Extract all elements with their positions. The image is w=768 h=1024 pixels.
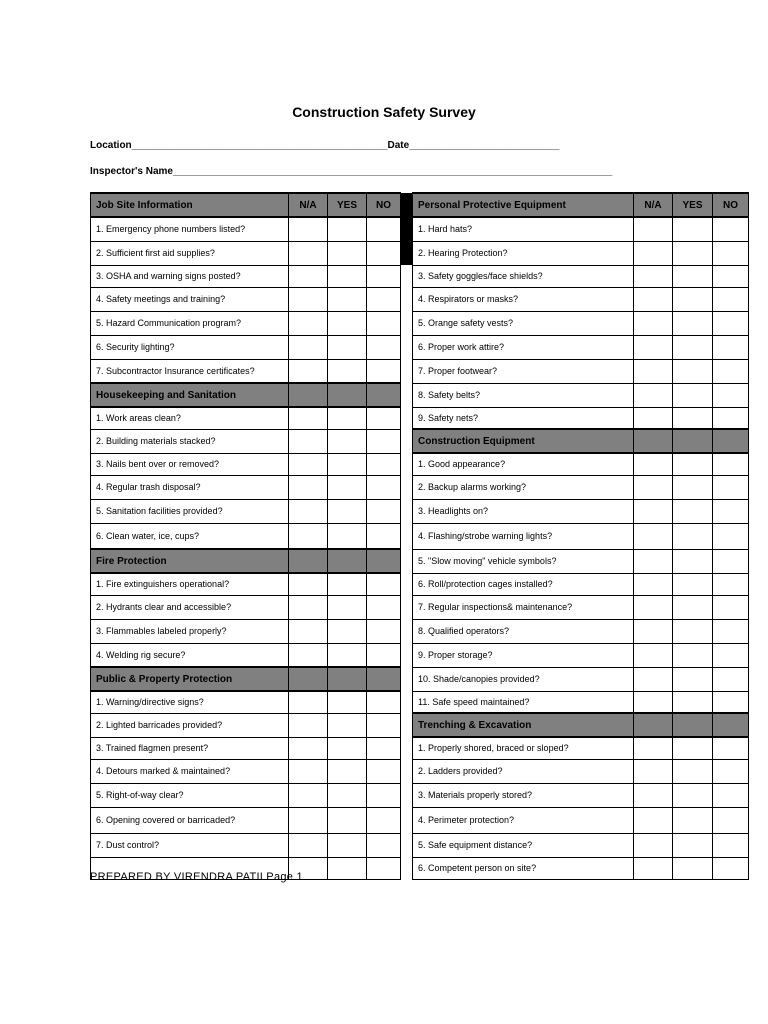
right-yes-checkbox-9[interactable] [673, 407, 713, 429]
left-yes-checkbox-28[interactable] [328, 857, 367, 879]
left-no-checkbox-12[interactable] [367, 475, 401, 499]
right-na-checkbox-11[interactable] [634, 453, 673, 475]
right-yes-checkbox-16[interactable] [673, 573, 713, 595]
date-field[interactable]: ___________________________ [409, 140, 560, 151]
right-yes-checkbox-1[interactable] [673, 217, 713, 241]
left-yes-checkbox-6[interactable] [328, 335, 367, 359]
right-yes-checkbox-20[interactable] [673, 667, 713, 691]
left-yes-checkbox-16[interactable] [328, 573, 367, 595]
left-yes-checkbox-25[interactable] [328, 783, 367, 807]
column-separator [401, 833, 413, 857]
right-yes-checkbox-6[interactable] [673, 335, 713, 359]
right-item-7: 7. Proper footwear? [413, 359, 634, 383]
right-no-checkbox-18[interactable] [713, 619, 749, 643]
left-yes-checkbox-21[interactable] [328, 691, 367, 713]
column-separator [401, 595, 413, 619]
left-na-checkbox-25[interactable] [289, 783, 328, 807]
left-no-checkbox-28[interactable] [367, 857, 401, 879]
column-separator [401, 193, 413, 217]
table-row [91, 619, 749, 643]
left-item-0: Job Site Information [91, 193, 289, 217]
left-na-checkbox-17[interactable] [289, 595, 328, 619]
left-item-12: 4. Regular trash disposal? [91, 475, 289, 499]
right-item-28: 6. Competent person on site? [413, 857, 634, 879]
right-yes-checkbox-10 [673, 429, 713, 453]
left-yes-checkbox-19[interactable] [328, 643, 367, 667]
right-yes-checkbox-27[interactable] [673, 833, 713, 857]
right-na-checkbox-12[interactable] [634, 475, 673, 499]
left-item-16: 1. Fire extinguishers operational? [91, 573, 289, 595]
left-na-checkbox-18[interactable] [289, 619, 328, 643]
left-no-checkbox-20 [367, 667, 401, 691]
right-na-checkbox-4[interactable] [634, 287, 673, 311]
left-no-checkbox-15 [367, 549, 401, 573]
right-item-23: 1. Properly shored, braced or sloped? [413, 737, 634, 759]
right-yes-checkbox-13[interactable] [673, 499, 713, 523]
table-row [91, 287, 749, 311]
right-na-checkbox-14[interactable] [634, 523, 673, 549]
right-na-checkbox-2[interactable] [634, 241, 673, 265]
right-yes-checkbox-25[interactable] [673, 783, 713, 807]
left-no-checkbox-14[interactable] [367, 523, 401, 549]
right-no-checkbox-16[interactable] [713, 573, 749, 595]
right-item-20: 10. Shade/canopies provided? [413, 667, 634, 691]
right-item-1: 1. Hard hats? [413, 217, 634, 241]
left-yes-checkbox-9[interactable] [328, 407, 367, 429]
left-na-checkbox-2[interactable] [289, 241, 328, 265]
table-row [91, 691, 749, 713]
right-no-checkbox-17[interactable] [713, 595, 749, 619]
table-row [91, 429, 749, 453]
right-na-checkbox-28[interactable] [634, 857, 673, 879]
right-item-26: 4. Perimeter protection? [413, 807, 634, 833]
right-na-checkbox-19[interactable] [634, 643, 673, 667]
column-separator [401, 573, 413, 595]
left-na-checkbox-10[interactable] [289, 429, 328, 453]
left-na-checkbox-9[interactable] [289, 407, 328, 429]
right-item-11: 1. Good appearance? [413, 453, 634, 475]
left-no-checkbox-11[interactable] [367, 453, 401, 475]
column-separator [401, 807, 413, 833]
left-na-checkbox-24[interactable] [289, 759, 328, 783]
column-separator [401, 499, 413, 523]
inspector-label: Inspector's Name [90, 166, 173, 177]
right-item-3: 3. Safety goggles/face shields? [413, 265, 634, 287]
location-field[interactable]: ______________________________________________ [131, 140, 388, 151]
left-item-4: 4. Safety meetings and training? [91, 287, 289, 311]
right-yes-checkbox-4[interactable] [673, 287, 713, 311]
right-no-checkbox-12[interactable] [713, 475, 749, 499]
right-no-checkbox-10 [713, 429, 749, 453]
column-separator [401, 241, 413, 265]
right-na-checkbox-23[interactable] [634, 737, 673, 759]
left-no-checkbox-5[interactable] [367, 311, 401, 335]
left-na-checkbox-20 [289, 667, 328, 691]
left-yes-checkbox-8 [328, 383, 367, 407]
table-row [91, 807, 749, 833]
column-separator [401, 287, 413, 311]
left-yes-checkbox-20 [328, 667, 367, 691]
right-na-checkbox-26[interactable] [634, 807, 673, 833]
left-na-checkbox-12[interactable] [289, 475, 328, 499]
table-row [91, 475, 749, 499]
right-no-checkbox-4[interactable] [713, 287, 749, 311]
right-yes-checkbox-12[interactable] [673, 475, 713, 499]
safety-survey-table [90, 192, 749, 880]
right-na-checkbox-9[interactable] [634, 407, 673, 429]
right-no-checkbox-2[interactable] [713, 241, 749, 265]
right-no-checkbox-6[interactable] [713, 335, 749, 359]
right-na-checkbox-3[interactable] [634, 265, 673, 287]
column-separator [401, 691, 413, 713]
left-no-checkbox-24[interactable] [367, 759, 401, 783]
table-row [91, 407, 749, 429]
left-no-checkbox-17[interactable] [367, 595, 401, 619]
column-separator [401, 429, 413, 453]
table-row [91, 193, 749, 217]
left-yes-checkbox-26[interactable] [328, 807, 367, 833]
right-col-yes-header: YES [673, 193, 713, 217]
right-no-checkbox-20[interactable] [713, 667, 749, 691]
left-item-25: 5. Right-of-way clear? [91, 783, 289, 807]
left-item-20: Public & Property Protection [91, 667, 289, 691]
column-separator [401, 217, 413, 241]
column-separator [401, 857, 413, 879]
right-na-checkbox-8[interactable] [634, 383, 673, 407]
right-item-14: 4. Flashing/strobe warning lights? [413, 523, 634, 549]
right-na-checkbox-16[interactable] [634, 573, 673, 595]
table-row [91, 595, 749, 619]
left-no-checkbox-3[interactable] [367, 265, 401, 287]
right-item-4: 4. Respirators or masks? [413, 287, 634, 311]
right-na-checkbox-5[interactable] [634, 311, 673, 335]
right-na-checkbox-1[interactable] [634, 217, 673, 241]
left-no-checkbox-10[interactable] [367, 429, 401, 453]
column-separator [401, 265, 413, 287]
left-na-checkbox-23[interactable] [289, 737, 328, 759]
right-no-checkbox-24[interactable] [713, 759, 749, 783]
left-na-checkbox-6[interactable] [289, 335, 328, 359]
right-no-checkbox-23[interactable] [713, 737, 749, 759]
column-separator [401, 759, 413, 783]
left-na-checkbox-26[interactable] [289, 807, 328, 833]
right-na-checkbox-22 [634, 713, 673, 737]
right-item-6: 6. Proper work attire? [413, 335, 634, 359]
right-na-checkbox-24[interactable] [634, 759, 673, 783]
right-na-checkbox-17[interactable] [634, 595, 673, 619]
right-no-checkbox-21[interactable] [713, 691, 749, 713]
left-na-checkbox-3[interactable] [289, 265, 328, 287]
right-yes-checkbox-7[interactable] [673, 359, 713, 383]
left-na-checkbox-1[interactable] [289, 217, 328, 241]
right-no-checkbox-27[interactable] [713, 833, 749, 857]
left-na-checkbox-16[interactable] [289, 573, 328, 595]
left-yes-checkbox-1[interactable] [328, 217, 367, 241]
left-na-checkbox-22[interactable] [289, 713, 328, 737]
left-na-checkbox-21[interactable] [289, 691, 328, 713]
right-yes-checkbox-28[interactable] [673, 857, 713, 879]
column-separator [401, 311, 413, 335]
left-no-checkbox-4[interactable] [367, 287, 401, 311]
right-yes-checkbox-22 [673, 713, 713, 737]
left-item-1: 1. Emergency phone numbers listed? [91, 217, 289, 241]
right-no-checkbox-11[interactable] [713, 453, 749, 475]
right-col-na-header: N/A [634, 193, 673, 217]
left-yes-checkbox-3[interactable] [328, 265, 367, 287]
column-separator [401, 359, 413, 383]
left-yes-checkbox-11[interactable] [328, 453, 367, 475]
right-na-checkbox-7[interactable] [634, 359, 673, 383]
right-item-24: 2. Ladders provided? [413, 759, 634, 783]
table-row [91, 759, 749, 783]
left-item-5: 5. Hazard Communication program? [91, 311, 289, 335]
table-row [91, 523, 749, 549]
table-row [91, 311, 749, 335]
left-item-7: 7. Subcontractor Insurance certificates? [91, 359, 289, 383]
left-yes-checkbox-7[interactable] [328, 359, 367, 383]
right-item-22: Trenching & Excavation [413, 713, 634, 737]
page-title: Construction Safety Survey [292, 104, 476, 120]
left-no-checkbox-18[interactable] [367, 619, 401, 643]
left-na-checkbox-27[interactable] [289, 833, 328, 857]
right-na-checkbox-15[interactable] [634, 549, 673, 573]
left-col-na-header: N/A [289, 193, 328, 217]
left-yes-checkbox-22[interactable] [328, 713, 367, 737]
column-separator [401, 667, 413, 691]
right-yes-checkbox-24[interactable] [673, 759, 713, 783]
column-separator [401, 713, 413, 737]
left-no-checkbox-13[interactable] [367, 499, 401, 523]
table-row [91, 499, 749, 523]
right-item-16: 6. Roll/protection cages installed? [413, 573, 634, 595]
right-yes-checkbox-23[interactable] [673, 737, 713, 759]
right-yes-checkbox-3[interactable] [673, 265, 713, 287]
left-item-3: 3. OSHA and warning signs posted? [91, 265, 289, 287]
left-no-checkbox-22[interactable] [367, 713, 401, 737]
right-na-checkbox-10 [634, 429, 673, 453]
left-item-9: 1. Work areas clean? [91, 407, 289, 429]
left-item-27: 7. Dust control? [91, 833, 289, 857]
right-yes-checkbox-19[interactable] [673, 643, 713, 667]
left-na-checkbox-11[interactable] [289, 453, 328, 475]
left-item-6: 6. Security lighting? [91, 335, 289, 359]
left-yes-checkbox-4[interactable] [328, 287, 367, 311]
table-row [91, 667, 749, 691]
left-no-checkbox-19[interactable] [367, 643, 401, 667]
column-separator [401, 335, 413, 359]
left-item-19: 4. Welding rig secure? [91, 643, 289, 667]
left-item-23: 3. Trained flagmen present? [91, 737, 289, 759]
table-row [91, 383, 749, 407]
left-no-checkbox-16[interactable] [367, 573, 401, 595]
left-item-21: 1. Warning/directive signs? [91, 691, 289, 713]
left-na-checkbox-19[interactable] [289, 643, 328, 667]
column-separator [401, 643, 413, 667]
table-row [91, 713, 749, 737]
right-yes-checkbox-26[interactable] [673, 807, 713, 833]
left-yes-checkbox-5[interactable] [328, 311, 367, 335]
left-item-17: 2. Hydrants clear and accessible? [91, 595, 289, 619]
column-separator [401, 737, 413, 759]
date-label: Date [387, 140, 410, 151]
left-yes-checkbox-17[interactable] [328, 595, 367, 619]
right-item-12: 2. Backup alarms working? [413, 475, 634, 499]
right-na-checkbox-21[interactable] [634, 691, 673, 713]
right-item-18: 8. Qualified operators? [413, 619, 634, 643]
right-na-checkbox-20[interactable] [634, 667, 673, 691]
left-no-checkbox-7[interactable] [367, 359, 401, 383]
right-no-checkbox-3[interactable] [713, 265, 749, 287]
right-item-27: 5. Safe equipment distance? [413, 833, 634, 857]
right-yes-checkbox-2[interactable] [673, 241, 713, 265]
column-separator [401, 383, 413, 407]
right-no-checkbox-25[interactable] [713, 783, 749, 807]
left-no-checkbox-2[interactable] [367, 241, 401, 265]
right-yes-checkbox-8[interactable] [673, 383, 713, 407]
right-yes-checkbox-18[interactable] [673, 619, 713, 643]
table-row [91, 549, 749, 573]
right-item-10: Construction Equipment [413, 429, 634, 453]
table-row [91, 335, 749, 359]
right-yes-checkbox-11[interactable] [673, 453, 713, 475]
left-item-18: 3. Flammables labeled properly? [91, 619, 289, 643]
right-no-checkbox-14[interactable] [713, 523, 749, 549]
left-yes-checkbox-27[interactable] [328, 833, 367, 857]
left-na-checkbox-7[interactable] [289, 359, 328, 383]
column-separator [401, 549, 413, 573]
left-item-8: Housekeeping and Sanitation [91, 383, 289, 407]
right-no-checkbox-13[interactable] [713, 499, 749, 523]
column-separator [401, 783, 413, 807]
inspector-line [90, 166, 612, 177]
location-date-line [90, 140, 559, 151]
left-yes-checkbox-15 [328, 549, 367, 573]
left-yes-checkbox-14[interactable] [328, 523, 367, 549]
table-row [91, 241, 749, 265]
right-yes-checkbox-14[interactable] [673, 523, 713, 549]
table-row [91, 737, 749, 759]
column-separator [401, 619, 413, 643]
left-yes-checkbox-13[interactable] [328, 499, 367, 523]
left-no-checkbox-6[interactable] [367, 335, 401, 359]
left-yes-checkbox-12[interactable] [328, 475, 367, 499]
right-yes-checkbox-15[interactable] [673, 549, 713, 573]
left-item-2: 2. Sufficient first aid supplies? [91, 241, 289, 265]
left-item-10: 2. Building materials stacked? [91, 429, 289, 453]
right-yes-checkbox-21[interactable] [673, 691, 713, 713]
table-row [91, 217, 749, 241]
left-item-13: 5. Sanitation facilities provided? [91, 499, 289, 523]
left-na-checkbox-13[interactable] [289, 499, 328, 523]
table-row [91, 833, 749, 857]
left-item-26: 6. Opening covered or barricaded? [91, 807, 289, 833]
table-row [91, 453, 749, 475]
right-item-17: 7. Regular inspections& maintenance? [413, 595, 634, 619]
right-na-checkbox-13[interactable] [634, 499, 673, 523]
left-yes-checkbox-24[interactable] [328, 759, 367, 783]
right-no-checkbox-15[interactable] [713, 549, 749, 573]
left-yes-checkbox-18[interactable] [328, 619, 367, 643]
right-no-checkbox-1[interactable] [713, 217, 749, 241]
right-item-5: 5. Orange safety vests? [413, 311, 634, 335]
right-item-19: 9. Proper storage? [413, 643, 634, 667]
left-no-checkbox-27[interactable] [367, 833, 401, 857]
table-row [91, 359, 749, 383]
inspector-field[interactable]: _______________________________________________________________________________ [172, 166, 613, 177]
right-item-15: 5. "Slow moving" vehicle symbols? [413, 549, 634, 573]
column-separator [401, 407, 413, 429]
table-row [91, 643, 749, 667]
left-na-checkbox-5[interactable] [289, 311, 328, 335]
right-item-2: 2. Hearing Protection? [413, 241, 634, 265]
left-yes-checkbox-10[interactable] [328, 429, 367, 453]
left-no-checkbox-25[interactable] [367, 783, 401, 807]
left-no-checkbox-23[interactable] [367, 737, 401, 759]
left-yes-checkbox-2[interactable] [328, 241, 367, 265]
right-na-checkbox-25[interactable] [634, 783, 673, 807]
right-na-checkbox-27[interactable] [634, 833, 673, 857]
right-no-checkbox-8[interactable] [713, 383, 749, 407]
right-item-13: 3. Headlights on? [413, 499, 634, 523]
left-yes-checkbox-23[interactable] [328, 737, 367, 759]
left-item-15: Fire Protection [91, 549, 289, 573]
location-label: Location [90, 140, 132, 151]
right-item-9: 9. Safety nets? [413, 407, 634, 429]
right-no-checkbox-22 [713, 713, 749, 737]
right-no-checkbox-19[interactable] [713, 643, 749, 667]
right-na-checkbox-18[interactable] [634, 619, 673, 643]
left-item-14: 6. Clean water, ice, cups? [91, 523, 289, 549]
right-item-25: 3. Materials properly stored? [413, 783, 634, 807]
right-yes-checkbox-5[interactable] [673, 311, 713, 335]
right-item-8: 8. Safety belts? [413, 383, 634, 407]
right-na-checkbox-6[interactable] [634, 335, 673, 359]
column-separator [401, 475, 413, 499]
column-separator [401, 453, 413, 475]
right-no-checkbox-26[interactable] [713, 807, 749, 833]
left-na-checkbox-15 [289, 549, 328, 573]
left-item-22: 2. Lighted barricades provided? [91, 713, 289, 737]
footer-text: PREPARED BY VIRENDRA PATILPage 1 [90, 871, 303, 883]
table-row [91, 573, 749, 595]
left-no-checkbox-21[interactable] [367, 691, 401, 713]
left-na-checkbox-4[interactable] [289, 287, 328, 311]
right-col-no-header: NO [713, 193, 749, 217]
table-row [91, 783, 749, 807]
left-item-24: 4. Detours marked & maintained? [91, 759, 289, 783]
left-item-11: 3. Nails bent over or removed? [91, 453, 289, 475]
right-yes-checkbox-17[interactable] [673, 595, 713, 619]
left-no-checkbox-26[interactable] [367, 807, 401, 833]
left-no-checkbox-8 [367, 383, 401, 407]
left-col-no-header: NO [367, 193, 401, 217]
right-item-0: Personal Protective Equipment [413, 193, 634, 217]
right-no-checkbox-9[interactable] [713, 407, 749, 429]
left-no-checkbox-1[interactable] [367, 217, 401, 241]
column-separator [401, 523, 413, 549]
right-no-checkbox-28[interactable] [713, 857, 749, 879]
left-col-yes-header: YES [328, 193, 367, 217]
left-no-checkbox-9[interactable] [367, 407, 401, 429]
right-item-21: 11. Safe speed maintained? [413, 691, 634, 713]
right-no-checkbox-5[interactable] [713, 311, 749, 335]
right-no-checkbox-7[interactable] [713, 359, 749, 383]
table-row [91, 265, 749, 287]
left-na-checkbox-8 [289, 383, 328, 407]
left-na-checkbox-14[interactable] [289, 523, 328, 549]
